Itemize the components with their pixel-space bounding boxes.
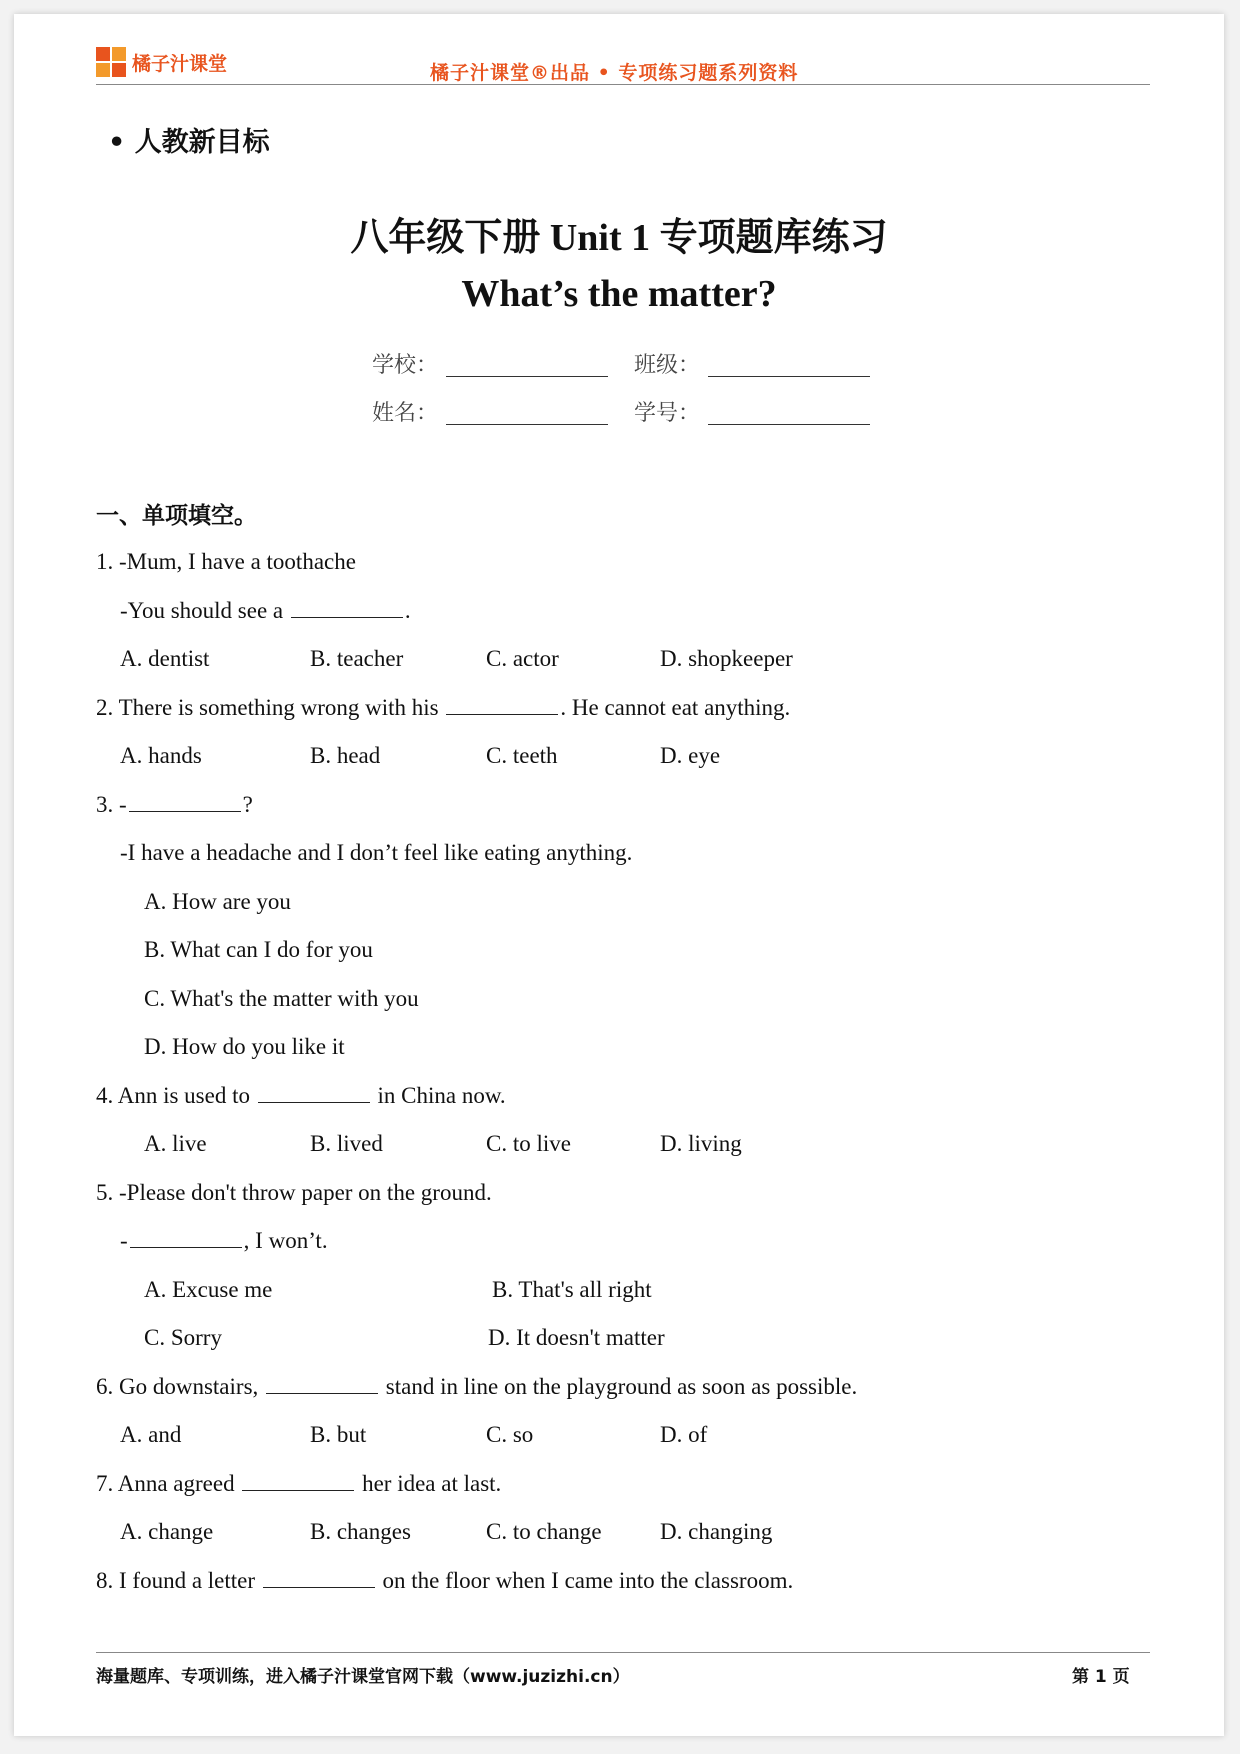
- question-6-stem: 6. Go downstairs, stand in line on the playground as soon as possible.: [96, 1374, 858, 1399]
- answer-blank[interactable]: [263, 1586, 375, 1588]
- page-number: 第 1 页: [1072, 1667, 1130, 1687]
- question-5-stem: 5. -Please don't throw paper on the ground.: [96, 1180, 492, 1205]
- option-a[interactable]: A. change: [120, 1519, 214, 1544]
- option-d[interactable]: D. shopkeeper: [660, 646, 793, 671]
- answer-blank[interactable]: [258, 1101, 370, 1103]
- question-2-stem: 2. There is something wrong with his . He cannot eat anything.: [96, 695, 791, 720]
- option-a[interactable]: A. and: [120, 1422, 182, 1447]
- option-a[interactable]: A. Excuse me: [144, 1277, 273, 1302]
- option-c[interactable]: C. Sorry: [144, 1325, 222, 1350]
- option-a[interactable]: A. dentist: [120, 646, 210, 671]
- header-divider: [96, 84, 1150, 85]
- option-b[interactable]: B. teacher: [310, 646, 404, 671]
- option-b[interactable]: B. lived: [310, 1131, 383, 1156]
- option-b[interactable]: B. What can I do for you: [144, 937, 373, 962]
- option-d[interactable]: D. of: [660, 1422, 708, 1447]
- question-3-reply: -I have a headache and I don’t feel like eating anything.: [120, 840, 633, 865]
- option-b[interactable]: B. changes: [310, 1519, 411, 1544]
- orange-squares-logo-icon: [96, 47, 126, 77]
- number-field-line[interactable]: [708, 424, 870, 425]
- option-c[interactable]: C. actor: [486, 646, 559, 671]
- option-c[interactable]: C. so: [486, 1422, 534, 1447]
- question-8-stem: 8. I found a letter on the floor when I came into the classroom.: [96, 1568, 794, 1593]
- option-b[interactable]: B. That's all right: [492, 1277, 652, 1302]
- question-1-reply: -You should see a .: [120, 598, 411, 623]
- logo-text: 橘子汁课堂: [132, 52, 228, 75]
- name-label: 姓名：: [372, 401, 439, 426]
- option-d[interactable]: D. changing: [660, 1519, 773, 1544]
- option-d[interactable]: D. How do you like it: [144, 1034, 345, 1059]
- edition-label: • 人教新目标: [108, 127, 270, 158]
- page-title: 八年级下册 Unit 1 专项题库练习: [350, 217, 888, 259]
- option-c[interactable]: C. to change: [486, 1519, 602, 1544]
- option-d[interactable]: D. It doesn't matter: [488, 1325, 665, 1350]
- option-c[interactable]: C. What's the matter with you: [144, 986, 419, 1011]
- answer-blank[interactable]: [129, 810, 241, 812]
- section-title: 一、单项填空。: [96, 503, 257, 528]
- question-5-reply: - , I won’t.: [120, 1228, 328, 1253]
- question-7-stem: 7. Anna agreed her idea at last.: [96, 1471, 502, 1496]
- header-title: 橘子汁课堂®出品 • 专项练习题系列资料: [430, 62, 799, 84]
- question-1-stem: 1. -Mum, I have a toothache: [96, 549, 356, 574]
- answer-blank[interactable]: [130, 1246, 242, 1248]
- school-label: 学校：: [372, 353, 439, 378]
- document-page: [14, 14, 1224, 1736]
- footer-divider: [96, 1652, 1150, 1653]
- option-c[interactable]: C. teeth: [486, 743, 558, 768]
- option-d[interactable]: D. eye: [660, 743, 721, 768]
- class-field-line[interactable]: [708, 376, 870, 377]
- class-label: 班级：: [634, 353, 701, 378]
- option-c[interactable]: C. to live: [486, 1131, 571, 1156]
- option-b[interactable]: B. but: [310, 1422, 367, 1447]
- name-field-line[interactable]: [446, 424, 608, 425]
- answer-blank[interactable]: [242, 1489, 354, 1491]
- footer-text: 海量题库、专项训练，进入橘子汁课堂官网下载（www.juzizhi.cn）: [96, 1667, 630, 1687]
- answer-blank[interactable]: [266, 1392, 378, 1394]
- number-label: 学号：: [634, 401, 701, 426]
- brand-logo: [96, 44, 227, 80]
- option-b[interactable]: B. head: [310, 743, 381, 768]
- question-3-stem: 3. - ?: [96, 792, 253, 817]
- question-4-stem: 4. Ann is used to in China now.: [96, 1083, 506, 1108]
- answer-blank[interactable]: [291, 616, 403, 618]
- page-subtitle: What’s the matter?: [461, 273, 777, 315]
- option-a[interactable]: A. hands: [120, 743, 202, 768]
- school-field-line[interactable]: [446, 376, 608, 377]
- answer-blank[interactable]: [446, 713, 558, 715]
- option-a[interactable]: A. How are you: [144, 889, 291, 914]
- option-a[interactable]: A. live: [144, 1131, 207, 1156]
- option-d[interactable]: D. living: [660, 1131, 742, 1156]
